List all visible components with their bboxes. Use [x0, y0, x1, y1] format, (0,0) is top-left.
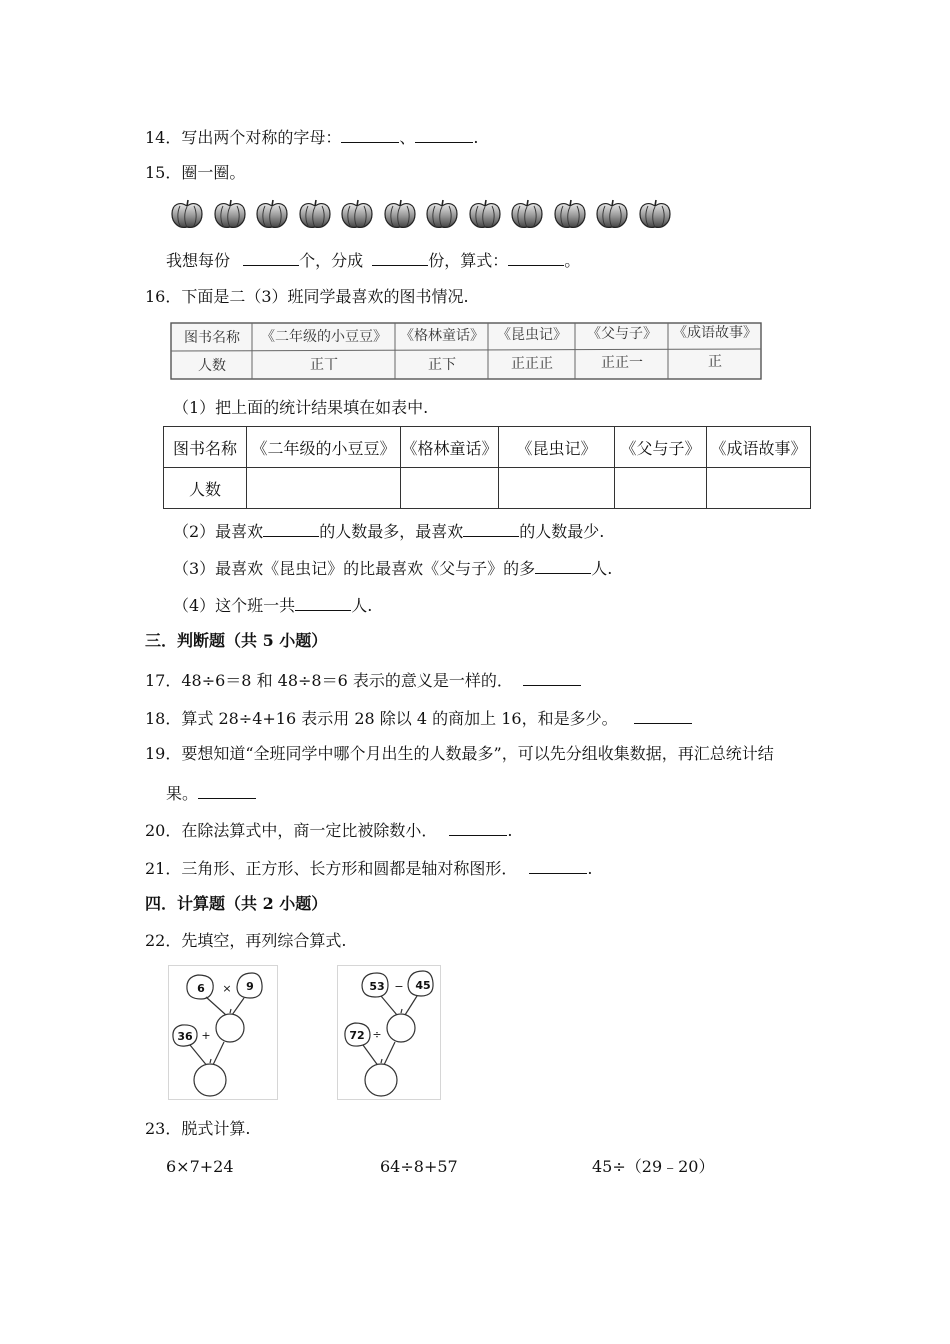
q17-blank[interactable] [523, 671, 581, 686]
q23-expr-2: 64÷8+57 [380, 1157, 458, 1176]
apple-icon[interactable] [638, 198, 672, 230]
q17-line [145, 671, 581, 689]
result-apple-2[interactable] [387, 1014, 415, 1042]
apple-icon[interactable] [213, 198, 247, 230]
table-row [164, 468, 811, 509]
apple-icon[interactable] [170, 198, 204, 230]
apple-icon[interactable] [425, 198, 459, 230]
table-input-cell[interactable] [499, 468, 615, 509]
q16-sub3 [173, 559, 612, 577]
q14-end: . [473, 128, 479, 147]
q15-text-a: 我想每份 [166, 251, 231, 270]
photo-tally-5: 正 [708, 354, 722, 370]
tree2-b: 45 [415, 979, 431, 992]
photo-header-4: 《父与子》 [587, 326, 657, 342]
q21-blank[interactable] [529, 859, 587, 874]
q16-sub2-c: 的人数最少. [519, 522, 605, 541]
tree1-a: 6 [197, 982, 205, 995]
q16-sub4-b: 人. [351, 596, 373, 615]
photo-tally-3: 正正正 [511, 356, 553, 372]
photo-header-1: 《二年级的小豆豆》 [261, 329, 387, 345]
q16-sub3-b: 人. [591, 559, 613, 578]
apple-icon[interactable] [553, 198, 587, 230]
apple-icon[interactable] [383, 198, 417, 230]
table-input-cell[interactable] [401, 468, 499, 509]
q19-text-b: 果。 [166, 784, 199, 803]
q16-sub4-a: （4）这个班一共 [173, 596, 296, 615]
apple-row [170, 198, 670, 232]
q20-blank[interactable] [449, 821, 507, 836]
table-header-cell: 《二年级的小豆豆》 [247, 427, 401, 468]
q16-title: 16．下面是二（3）班同学最喜欢的图书情况. [145, 287, 469, 306]
table-input-cell[interactable] [615, 468, 707, 509]
q15-blank-per-share[interactable] [243, 251, 299, 266]
tree2-op2: ÷ [372, 1028, 382, 1041]
result-apple-1[interactable] [216, 1014, 244, 1042]
q19-line-2 [166, 784, 256, 802]
q14-text: 14．写出两个对称的字母： [145, 128, 342, 147]
table-row-label: 人数 [164, 468, 247, 509]
photo-tally-1: 正丅 [310, 357, 338, 373]
q14-blank-1[interactable] [341, 128, 399, 143]
q14-sep: 、 [399, 128, 416, 147]
tree1-b: 9 [246, 980, 254, 993]
apple-icon[interactable] [298, 198, 332, 230]
final-apple-1[interactable] [194, 1064, 226, 1096]
q19-blank[interactable] [198, 784, 256, 799]
q16-blank-total[interactable] [295, 596, 351, 611]
q16-sub4 [173, 596, 372, 614]
q16-blank-most[interactable] [263, 522, 319, 537]
tree1-c: 36 [177, 1030, 193, 1043]
apple-icon[interactable] [468, 198, 502, 230]
table-header-cell: 《格林童话》 [401, 427, 499, 468]
q18-blank[interactable] [634, 709, 692, 724]
tree2-a: 53 [369, 980, 385, 993]
q23-expr-1: 6×7+24 [166, 1157, 234, 1176]
q23-title: 23．脱式计算. [145, 1119, 251, 1138]
q16-sub2 [173, 522, 604, 540]
apple-icon[interactable] [510, 198, 544, 230]
q15-text-d: 。 [564, 251, 581, 270]
operation-tree-1 [168, 965, 278, 1100]
photo-tally-2: 正下 [428, 357, 456, 373]
photo-row-label: 人数 [198, 358, 226, 374]
table-input-cell[interactable] [707, 468, 811, 509]
q15-blank-shares[interactable] [372, 251, 428, 266]
photo-header-3: 《昆虫记》 [497, 327, 567, 343]
q21-line [145, 859, 592, 877]
section-3-heading: 三．判断题（共 5 小题） [145, 631, 328, 650]
tree1-op2: + [201, 1029, 211, 1042]
operation-tree-2 [337, 965, 441, 1100]
photo-tally-4: 正正一 [601, 355, 643, 371]
q17-text: 17．48÷6＝8 和 48÷8＝6 表示的意义是一样的． [145, 671, 513, 690]
q16-blank-diff[interactable] [535, 559, 591, 574]
q22-title: 22．先填空，再列综合算式. [145, 931, 347, 950]
table-header-cell: 《父与子》 [615, 427, 707, 468]
q14-line [145, 128, 478, 146]
q15-text-c: 份，算式： [428, 251, 509, 270]
q18-text: 18．算式 28÷4+16 表示用 28 除以 4 的商加上 16，和是多少。 [145, 709, 618, 728]
q15-text-b: 个，分成 [299, 251, 364, 270]
q20-line [145, 821, 512, 839]
q18-line [145, 709, 692, 727]
apple-icon[interactable] [340, 198, 374, 230]
q16-sub1: （1）把上面的统计结果填在如表中. [173, 398, 429, 417]
table-header-cell: 《成语故事》 [707, 427, 811, 468]
tree1-op1: × [222, 982, 232, 995]
q16-sub3-a: （3）最喜欢《昆虫记》的比最喜欢《父与子》的多 [173, 559, 536, 578]
q16-sub2-b: 的人数最多，最喜欢 [319, 522, 464, 541]
apple-icon[interactable] [255, 198, 289, 230]
q23-expr-3: 45÷（29﹣20） [592, 1157, 715, 1176]
table-header-cell: 图书名称 [164, 427, 247, 468]
table-header-cell: 《昆虫记》 [499, 427, 615, 468]
q20-end: . [507, 821, 513, 840]
q14-blank-2[interactable] [415, 128, 473, 143]
tree2-op1: − [394, 980, 404, 993]
q16-blank-least[interactable] [463, 522, 519, 537]
q19-line-1: 19．要想知道“全班同学中哪个月出生的人数最多”，可以先分组收集数据，再汇总统计结 [145, 744, 774, 763]
q15-title: 15．圈一圈。 [145, 163, 246, 182]
q21-text: 21．三角形、正方形、长方形和圆都是轴对称图形． [145, 859, 518, 878]
photo-header-5: 《成语故事》 [673, 325, 757, 341]
final-apple-2[interactable] [365, 1064, 397, 1096]
section-4-heading: 四．计算题（共 2 小题） [145, 894, 328, 913]
q21-end: . [587, 859, 593, 878]
tally-photo-table [170, 321, 764, 381]
tree2-c: 72 [349, 1029, 365, 1042]
q15-answer-line [166, 251, 580, 269]
table-header-row [164, 427, 811, 468]
apple-icon[interactable] [595, 198, 629, 230]
table-input-cell[interactable] [247, 468, 401, 509]
photo-header-0: 图书名称 [184, 330, 240, 346]
q20-text: 20．在除法算式中，商一定比被除数小． [145, 821, 438, 840]
answer-table [163, 426, 811, 509]
q16-sub2-a: （2）最喜欢 [173, 522, 264, 541]
q15-blank-formula[interactable] [508, 251, 564, 266]
photo-header-2: 《格林童话》 [400, 328, 484, 344]
